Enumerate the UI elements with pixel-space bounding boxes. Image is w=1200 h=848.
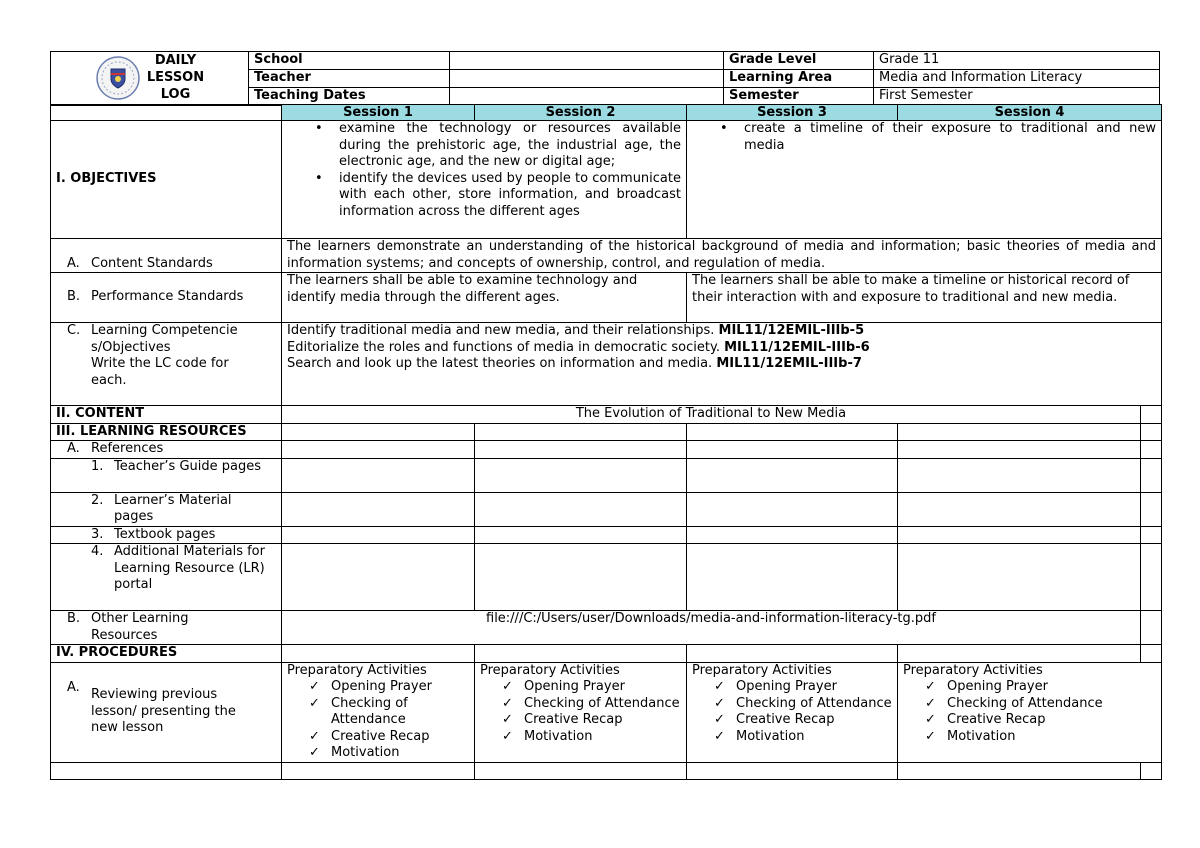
objective-item: • examine the technology or resources available during the prehistoric age, the industrial age, the electronic age, and the new or digital age; — [339, 121, 681, 171]
prep-title: Preparatory Activities — [692, 662, 832, 678]
teacher-label: Teacher — [249, 70, 450, 88]
performance-standards-row — [51, 273, 1162, 323]
check-item: ✓ Checking of Attendance — [524, 696, 681, 713]
check-item: ✓ Motivation — [736, 729, 892, 746]
review-session-4 — [898, 662, 1162, 762]
check-item: ✓ Checking of Attendance — [947, 696, 1156, 713]
logo-word-daily: DAILY — [154, 53, 197, 68]
content-standards-value: The learners demonstrate an understanding of the historical background of media and information; basic theories of media and information systems; and concepts of ownership, control, and regulation of media. — [282, 239, 1162, 273]
deped-seal-icon — [95, 55, 141, 101]
check-item: ✓ Creative Recap — [524, 712, 681, 729]
competencies-marker: C. — [67, 323, 81, 338]
competencies-label — [51, 323, 282, 406]
teachers-guide-label — [51, 458, 282, 492]
teachers-guide-row — [51, 458, 1162, 492]
check-item: ✓ Creative Recap — [331, 729, 469, 746]
objectives-row — [51, 121, 1162, 239]
competency-code: MIL11/12EMIL-IIIb-6 — [724, 339, 870, 355]
textbook-pages-row — [51, 526, 1162, 544]
review-session-3 — [687, 662, 898, 762]
header-table — [50, 51, 1160, 106]
competencies-row — [51, 323, 1162, 406]
teaching-dates-label: Teaching Dates — [249, 88, 450, 106]
other-resources-label — [51, 611, 282, 645]
references-text-label: References — [91, 441, 164, 456]
content-standards-row — [51, 239, 1162, 273]
empty-row — [51, 762, 1162, 779]
competency-line: Editorialize the roles and functions of media in democratic society. MIL11/12EMIL-IIIb-6 — [287, 339, 870, 355]
review-label — [51, 662, 282, 762]
check-item: ✓ Motivation — [524, 729, 681, 746]
check-item: ✓ Opening Prayer — [736, 679, 892, 696]
content-label: II. CONTENT — [51, 406, 282, 424]
review-row — [51, 662, 1162, 762]
additional-materials-text: Additional Materials for Learning Resource (LR) portal — [114, 544, 265, 592]
learners-material-row — [51, 492, 1162, 526]
content-standards-label — [51, 239, 282, 273]
learning-resources-label: III. LEARNING RESOURCES — [51, 423, 282, 441]
grade-level-label: Grade Level — [724, 52, 874, 70]
competency-code: MIL11/12EMIL-IIIb-5 — [718, 323, 865, 338]
session-header-blank — [51, 105, 282, 121]
content-standards-text-label: Content Standards — [91, 255, 213, 271]
procedures-row — [51, 645, 1162, 663]
content-extra-cell — [1141, 406, 1162, 424]
semester-label: Semester — [724, 88, 874, 106]
performance-standards-marker: B. — [67, 289, 81, 305]
content-standards-marker: A. — [67, 255, 80, 271]
session-3-header: Session 3 — [687, 105, 898, 121]
objectives-sessions-3-4 — [687, 121, 1162, 239]
check-item: ✓ Checking of Attendance — [331, 696, 469, 729]
objectives-label: I. OBJECTIVES — [51, 121, 282, 239]
textbook-pages-text: Textbook pages — [114, 526, 216, 542]
additional-materials-row — [51, 544, 1162, 611]
additional-materials-label — [51, 544, 282, 611]
teachers-guide-text: Teacher’s Guide pages — [114, 458, 262, 474]
other-resources-marker: B. — [67, 611, 81, 626]
session-1-header: Session 1 — [282, 105, 475, 121]
competencies-text-label: Learning Competencies/Objectives — [91, 323, 238, 355]
additional-materials-marker: 4. — [91, 544, 104, 559]
performance-standards-text-label: Performance Standards — [91, 289, 244, 305]
learning-area-label: Learning Area — [724, 70, 874, 88]
performance-standards-left: The learners shall be able to examine technology and identify media through the different ages. — [282, 273, 687, 323]
check-item: ✓ Opening Prayer — [331, 679, 469, 696]
teachers-guide-marker: 1. — [91, 458, 104, 474]
textbook-pages-label — [51, 526, 282, 544]
check-item: ✓ Opening Prayer — [524, 679, 681, 696]
objective-item: • identify the devices used by people to communicate with each other, store information, and broadcast information across the different ages — [339, 171, 681, 221]
review-session-1 — [282, 662, 475, 762]
check-item: ✓ Motivation — [947, 729, 1156, 746]
competencies-sublabel: Write the LC code for each. — [91, 356, 229, 388]
competency-line: Identify traditional media and new media, and their relationships. MIL11/12EMIL-IIIb-5 — [287, 323, 865, 338]
prep-title: Preparatory Activities — [480, 662, 620, 678]
check-item: ✓ Creative Recap — [947, 712, 1156, 729]
school-value[interactable] — [450, 52, 724, 70]
review-marker: A. — [67, 679, 80, 695]
learners-material-marker: 2. — [91, 492, 104, 508]
logo-cell — [51, 52, 249, 106]
logo-word-log: LOG — [160, 87, 191, 102]
check-item: ✓ Opening Prayer — [947, 679, 1156, 696]
competency-line: Search and look up the latest theories on information and media. MIL11/12EMIL-IIIb-7 — [287, 356, 862, 371]
learning-resources-row — [51, 423, 1162, 441]
prep-title: Preparatory Activities — [903, 662, 1043, 678]
performance-standards-label — [51, 273, 282, 323]
other-resources-row — [51, 611, 1162, 645]
grade-level-value: Grade 11 — [874, 52, 1160, 70]
references-marker: A. — [67, 441, 80, 456]
session-2-header: Session 2 — [475, 105, 687, 121]
review-text: Reviewing previous lesson/ presenting the new lesson — [91, 687, 236, 736]
review-session-2 — [475, 662, 687, 762]
competency-code: MIL11/12EMIL-IIIb-7 — [716, 356, 862, 371]
objectives-sessions-1-2 — [282, 121, 687, 239]
learners-material-text: Learner’s Material pages — [114, 492, 232, 524]
other-resources-text: Other Learning Resources — [91, 611, 189, 643]
content-value: The Evolution of Traditional to New Media — [282, 406, 1141, 424]
textbook-pages-marker: 3. — [91, 526, 104, 542]
objective-item: • create a timeline of their exposure to traditional and new media — [744, 121, 1156, 154]
prep-title: Preparatory Activities — [287, 662, 427, 678]
learning-area-value: Media and Information Literacy — [874, 70, 1160, 88]
semester-value: First Semester — [874, 88, 1160, 106]
content-row — [51, 406, 1162, 424]
references-row — [51, 441, 1162, 459]
other-resources-link[interactable]: file:///C:/Users/user/Downloads/media-and-information-literacy-tg.pdf — [282, 611, 1141, 645]
learners-material-label — [51, 492, 282, 526]
references-label — [51, 441, 282, 459]
session-4-header: Session 4 — [898, 105, 1162, 121]
logo-word-lesson: LESSON — [146, 70, 205, 85]
check-item: ✓ Checking of Attendance — [736, 696, 892, 713]
check-item: ✓ Motivation — [331, 745, 469, 762]
teaching-dates-value[interactable] — [450, 88, 724, 106]
check-item: ✓ Creative Recap — [736, 712, 892, 729]
competencies-value — [282, 323, 1162, 406]
teacher-value[interactable] — [450, 70, 724, 88]
performance-standards-right: The learners shall be able to make a timeline or historical record of their interaction with and exposure to traditional and new media. — [687, 273, 1162, 323]
school-label: School — [249, 52, 450, 70]
procedures-label: IV. PROCEDURES — [51, 645, 282, 663]
lesson-table — [50, 104, 1162, 780]
session-header-row — [51, 105, 1162, 121]
